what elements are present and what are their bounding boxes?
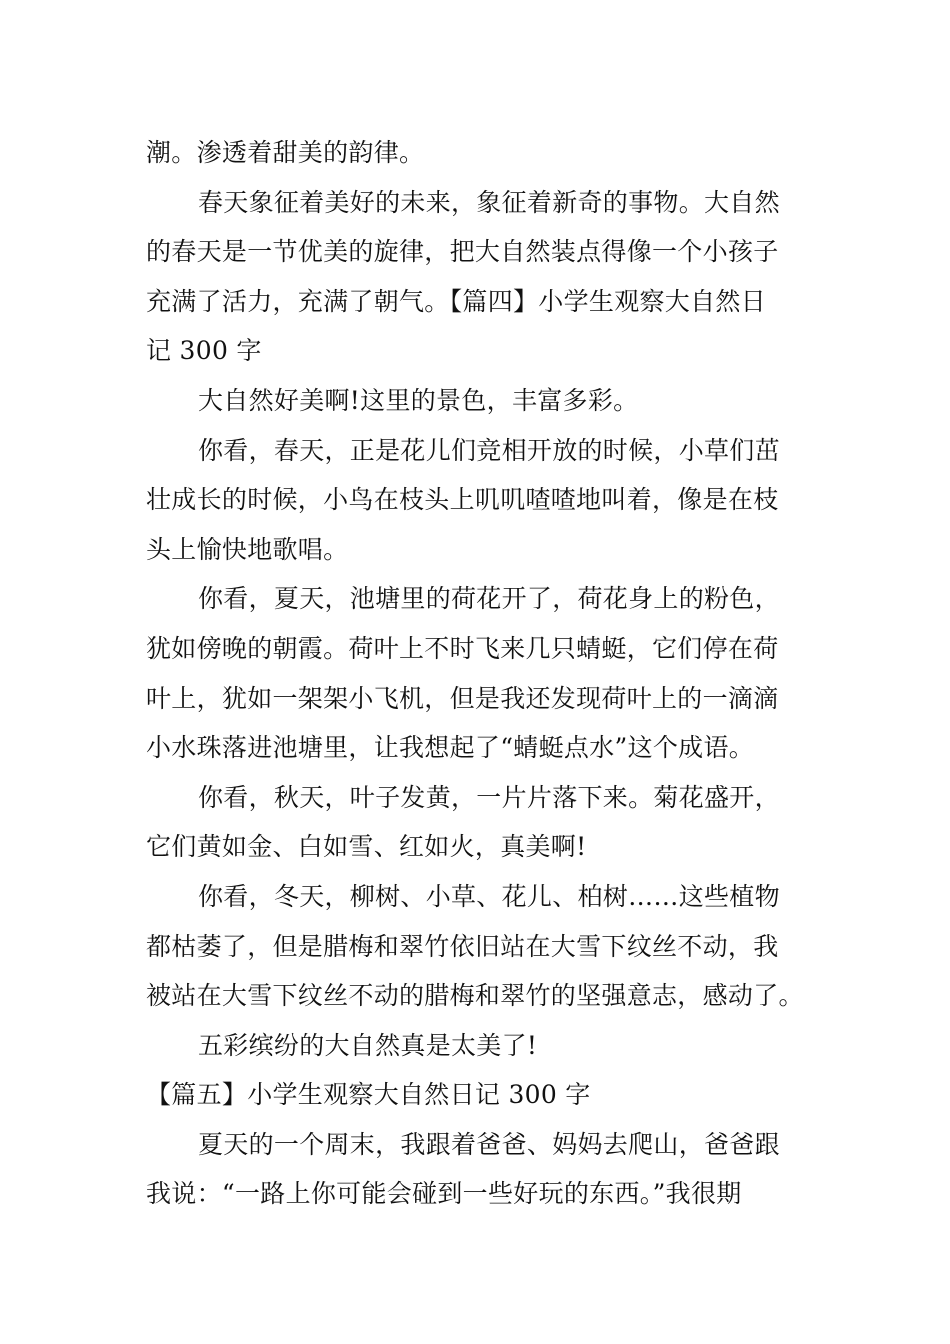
document-page — [146, 128, 806, 1219]
text-line: 被站在大雪下纹丝不动的腊梅和翠竹的坚强意志，感动了。 — [146, 981, 804, 1011]
text-line: 大自然好美啊!这里的景色，丰富多彩。 — [198, 385, 639, 415]
text-line: 的春天是一节优美的旋律，把大自然装点得像一个小孩子 — [146, 237, 779, 267]
text-line: 头上愉快地歌唱。 — [146, 534, 349, 564]
text-line: 壮成长的时候，小鸟在枝头上叽叽喳喳地叫着，像是在枝 — [146, 485, 779, 515]
text-line: 充满了活力，充满了朝气。【篇四】小学生观察大自然日 — [146, 286, 767, 316]
text-line: 五彩缤纷的大自然真是太美了! — [198, 1030, 538, 1060]
text-line: 都枯萎了，但是腊梅和翠竹依旧站在大雪下纹丝不动，我 — [146, 931, 779, 961]
text-line: 小水珠落进池塘里，让我想起了“蜻蜓点水”这个成语。 — [146, 733, 755, 763]
text-line: 春天象征着美好的未来，象征着新奇的事物。大自然 — [198, 187, 780, 217]
text-line: 叶上，犹如一架架小飞机，但是我还发现荷叶上的一滴滴 — [146, 683, 779, 713]
text-line: 你看，夏天，池塘里的荷花开了，荷花身上的粉色， — [198, 584, 780, 614]
section-heading: 【篇五】小学生观察大自然日记 300 字 — [146, 1080, 591, 1110]
text-line: 我说：“一路上你可能会碰到一些好玩的东西。”我很期 — [146, 1179, 742, 1209]
text-line: 潮。渗透着甜美的韵律。 — [146, 138, 425, 167]
text-line: 你看，秋天，叶子发黄，一片片落下来。菊花盛开， — [198, 782, 780, 812]
text-line: 夏天的一个周末，我跟着爸爸、妈妈去爬山，爸爸跟 — [198, 1129, 780, 1159]
text-line: 犹如傍晚的朝霞。荷叶上不时飞来几只蜻蜓，它们停在荷 — [146, 633, 779, 663]
text-line: 记 300 字 — [146, 336, 262, 366]
text-line: 你看，冬天，柳树、小草、花儿、柏树……这些植物 — [198, 881, 780, 911]
text-line: 它们黄如金、白如雪、红如火，真美啊! — [146, 832, 587, 862]
text-line: 你看，春天，正是花儿们竞相开放的时候，小草们茁 — [198, 435, 780, 465]
